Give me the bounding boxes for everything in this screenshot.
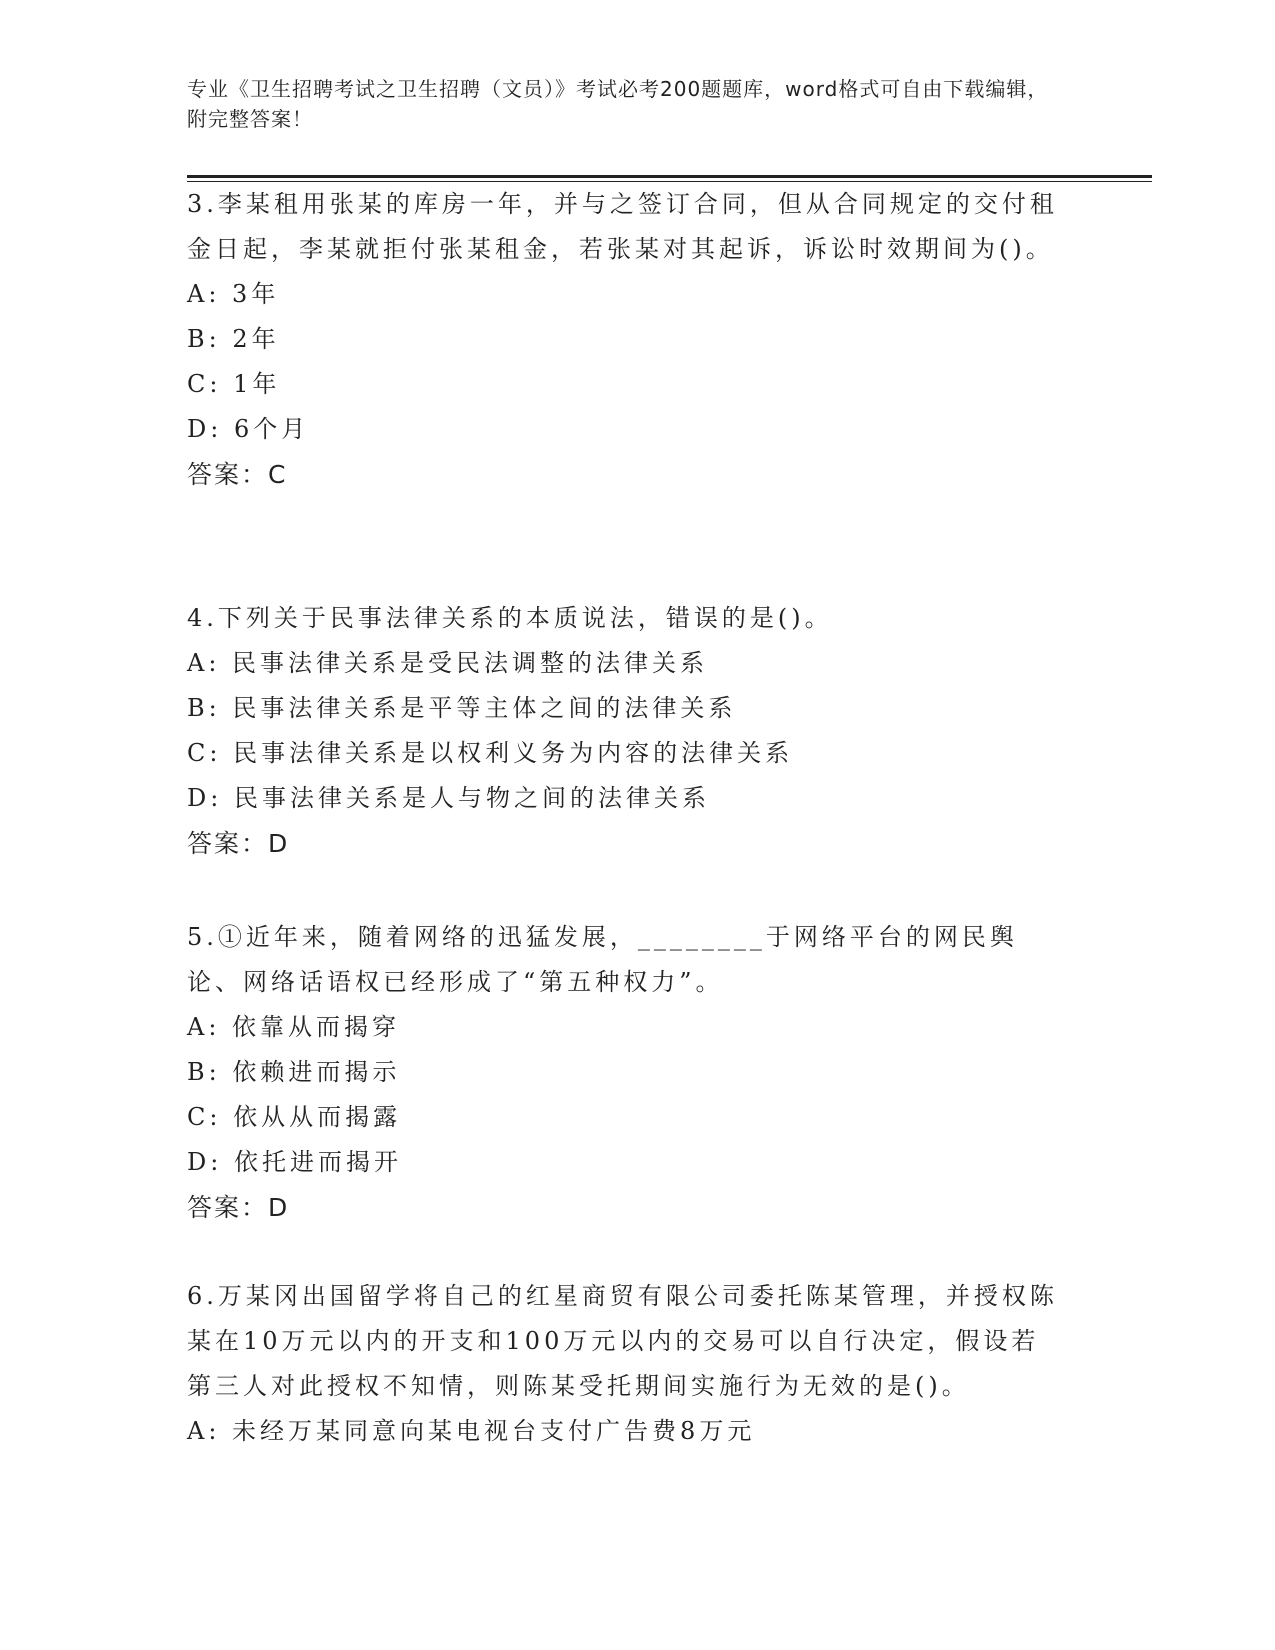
answer-label: 答案：D <box>187 1193 290 1222</box>
question-5 <box>187 915 1067 1230</box>
question-text: 6.万某冈出国留学将自己的红星商贸有限公司委托陈某管理，并授权陈某在10万元以内的开支和100万元以内的交易可以自行决定，假设若第三人对此授权不知情，则陈某受托期间实施行为无效的是()。 <box>187 1282 1058 1400</box>
question-4 <box>187 596 1067 866</box>
option-b: B: 民事法律关系是平等主体之间的法律关系 <box>187 694 737 722</box>
document-header: 专业《卫生招聘考试之卫生招聘（文员）》考试必考200题题库，word格式可自由下载编辑，附完整答案！ <box>187 77 1049 131</box>
option-d: D: 6个月 <box>187 415 310 443</box>
option-a: A: 依靠从而揭穿 <box>187 1013 401 1041</box>
option-d: D: 依托进而揭开 <box>187 1148 402 1176</box>
question-6 <box>187 1274 1067 1454</box>
answer-label: 答案：D <box>187 829 290 858</box>
question-text: 3.李某租用张某的库房一年，并与之签订合同，但从合同规定的交付租金日起，李某就拒付张某租金，若张某对其起诉，诉讼时效期间为()。 <box>187 190 1058 263</box>
question-text: 4.下列关于民事法律关系的本质说法，错误的是()。 <box>187 604 833 632</box>
question-text: 5.①近年来，随着网络的迅猛发展，________于网络平台的网民舆论、网络话语权已经形成了“第五种权力”。 <box>187 923 1018 996</box>
option-c: C: 1年 <box>187 370 281 398</box>
option-d: D: 民事法律关系是人与物之间的法律关系 <box>187 784 710 812</box>
option-a: A: 未经万某同意向某电视台支付广告费8万元 <box>187 1417 756 1445</box>
option-c: C: 民事法律关系是以权利义务为内容的法律关系 <box>187 739 794 767</box>
option-a: A: 民事法律关系是受民法调整的法律关系 <box>187 649 709 677</box>
answer-label: 答案：C <box>187 460 288 489</box>
option-b: B: 依赖进而揭示 <box>187 1058 401 1086</box>
option-c: C: 依从从而揭露 <box>187 1103 402 1131</box>
option-b: B: 2年 <box>187 325 280 353</box>
header-divider <box>187 175 1152 178</box>
question-3 <box>187 182 1067 497</box>
option-a: A: 3年 <box>187 280 280 308</box>
